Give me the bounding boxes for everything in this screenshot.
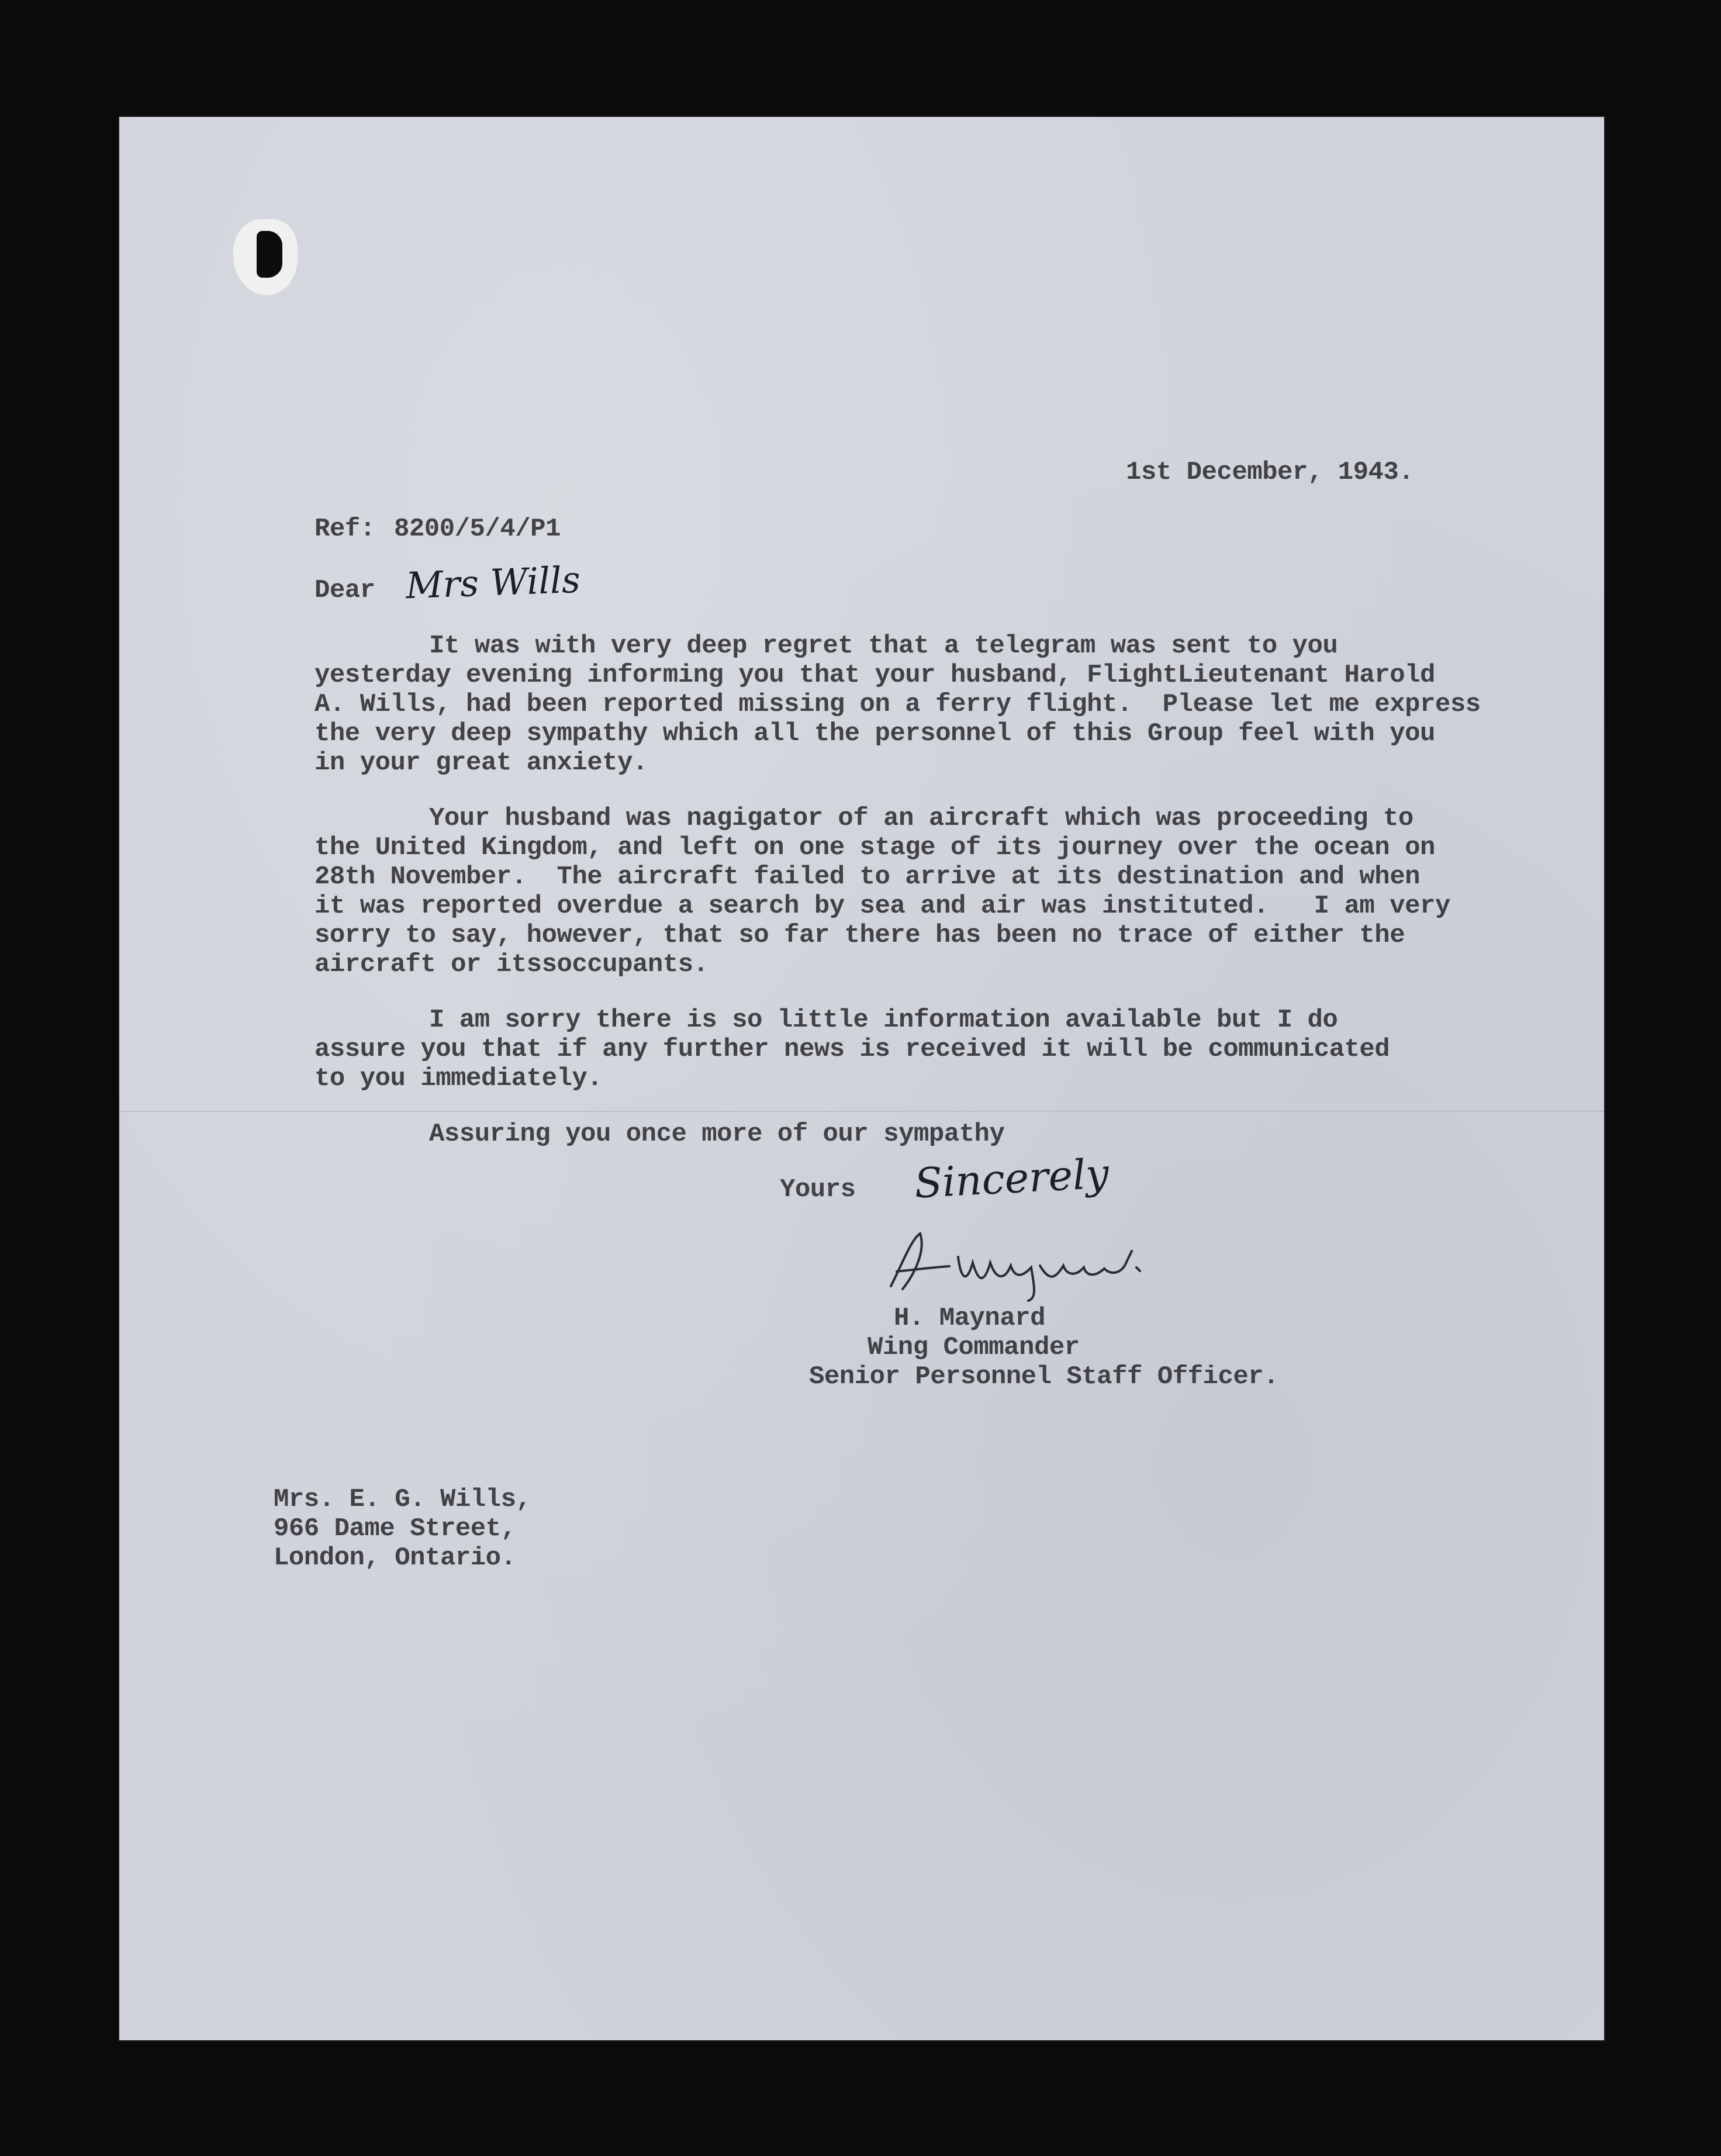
signatory-position: Senior Personnel Staff Officer. [809,1362,1279,1391]
signatory-rank: Wing Commander [868,1333,1080,1362]
paper-fold [119,1111,1604,1112]
closing-line: Assuring you once more of our sympathy [429,1120,1005,1149]
paragraph-1-line-5: in your great anxiety. [315,748,648,778]
paragraph-1-line-3: A. Wills, had been reported missing on a ferry flight. Please let me express [315,690,1481,719]
paragraph-2-line-5: sorry to say, however, that so far there has been no trace of either the [315,921,1405,950]
reference-label: Ref: [315,514,375,544]
paragraph-2-line-2: the United Kingdom, and left on one stage of its journey over the ocean on [315,833,1435,862]
paragraph-1-line-2: yesterday evening informing you that your husband, FlightLieutenant Harold [315,661,1435,690]
paragraph-3-line-3: to you immediately. [315,1064,603,1093]
recipient-city: London, Ontario. [274,1543,516,1573]
salutation-name-handwritten: Mrs Wills [405,558,581,607]
paragraph-1-line-4: the very deep sympathy which all the personnel of this Group feel with you [315,719,1435,748]
paragraph-3-line-2: assure you that if any further news is received it will be communicated [315,1035,1390,1064]
paragraph-2-line-6: aircraft or itssoccupants. [315,950,709,979]
paragraph-3-line-1: I am sorry there is so little information available but I do [429,1006,1338,1035]
paragraph-2-line-4: it was reported overdue a search by sea and air was instituted. I am very [315,892,1450,921]
yours-handwritten: Sincerely [913,1149,1110,1208]
reference-number: 8200/5/4/P1 [394,514,561,544]
signature-text: H. Maynard. [879,1216,883,1217]
yours: Yours [780,1175,856,1204]
punch-hole [233,219,298,295]
recipient-name: Mrs. E. G. Wills, [274,1485,531,1514]
salutation: Dear [315,576,375,605]
paragraph-2-line-3: 28th November. The aircraft failed to arrive at its destination and when [315,862,1421,892]
letter-date: 1st December, 1943. [1126,458,1414,487]
paragraph-2-line-1: Your husband was nagigator of an aircraft which was proceeding to [429,804,1414,833]
signature-image [879,1216,1183,1304]
paragraph-1-line-1: It was with very deep regret that a telegram was sent to you [429,631,1338,661]
signatory-name: H. Maynard [894,1304,1046,1333]
letter-page [119,117,1604,2040]
recipient-street: 966 Dame Street, [274,1514,516,1543]
